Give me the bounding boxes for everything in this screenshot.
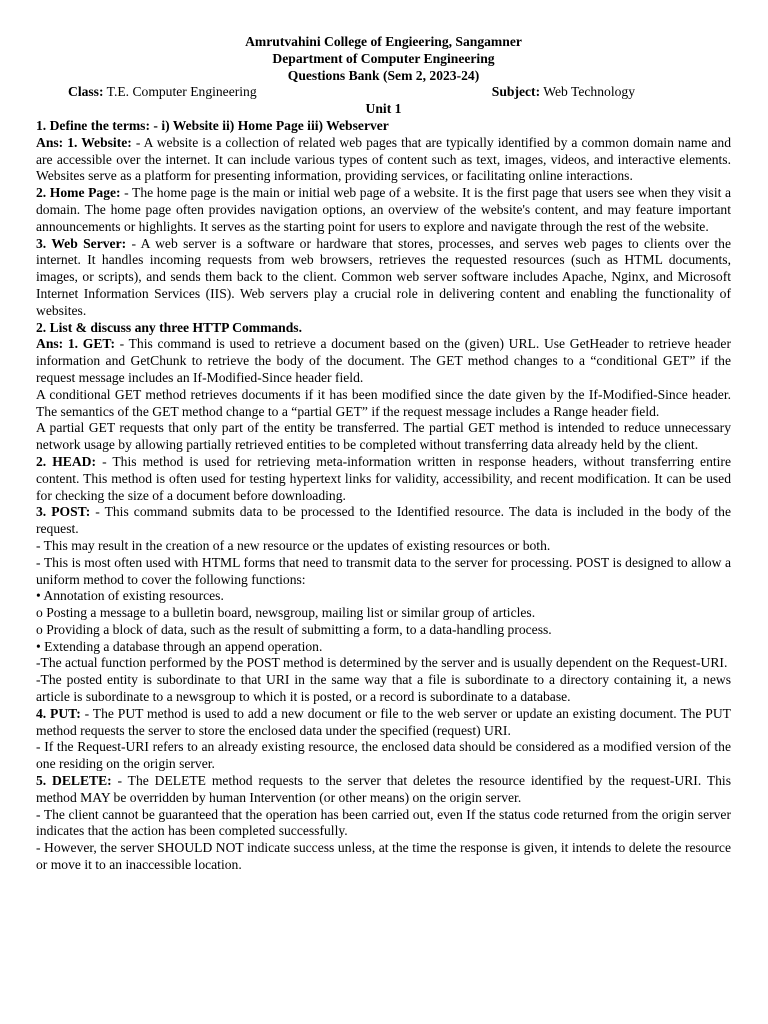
- post-sub-item-1: o Posting a message to a bulletin board, newsgroup, mailing list or similar group of articles.: [36, 605, 536, 621]
- answer-delete: [36, 773, 731, 807]
- answer-get: [36, 336, 731, 386]
- answer-web-server: [36, 236, 731, 320]
- subject-info: [492, 84, 635, 101]
- home-page-label: 2. Home Page:: [36, 185, 121, 201]
- website-label: Ans: 1. Website:: [36, 134, 132, 150]
- post-text: - This command submits data to be processed to the Identified resource. The data is included in the body of the request.: [36, 504, 731, 537]
- answer-post: [36, 504, 731, 538]
- answer-home-page: [36, 185, 731, 235]
- post-bullet-2: • Extending a database through an append operation.: [36, 638, 323, 654]
- get-label: Ans: 1. GET:: [36, 336, 115, 352]
- class-info: [68, 84, 257, 101]
- home-page-text: - The home page is the main or initial web page of a website. It is the first page that users see when they visit a domain. The home page often provides navigation options, an overview of the website's content, and may feature important announcements or highlights. It serves as the starting point for users to explore and navigate through the rest of the website.: [36, 185, 731, 234]
- website-text: - A website is a collection of related web pages that are typically identified by a common domain name and are accessible over the internet. It can include various types of content such as text, images, videos, and interactive elements. Websites serve as a platform for presenting information, providing services, or facilitating online interactions.: [36, 134, 731, 184]
- web-server-text: - A web server is a software or hardware that stores, processes, and serves web pages to clients over the internet. It handles incoming requests from web browsers, retrieves the requested resources (such as HTML documents, images, or scripts), and sends them back to the client. Common web server software includes Apache, Nginx, and Microsoft Internet Information Services (IIS). Web servers play a crucial role in delivering content and enabling the functionality of websites.: [36, 235, 731, 318]
- class-label: Class:: [68, 84, 104, 100]
- put-paragraph-2: - If the Request-URI refers to an already existing resource, the enclosed data should be considered as a modified version of the one residing on the origin server.: [36, 739, 731, 772]
- class-value: T.E. Computer Engineering: [106, 84, 257, 100]
- question-2: 2. List & discuss any three HTTP Commands.: [36, 319, 302, 335]
- department-name: Department of Computer Engineering: [272, 50, 495, 66]
- put-text: - The PUT method is used to add a new document or file to the web server or update an existing document. The PUT method requests the server to store the enclosed data under the specified (request) URI.: [36, 705, 731, 738]
- answer-head: [36, 454, 731, 504]
- unit-title: Unit 1: [365, 101, 402, 117]
- head-text: - This method is used for retrieving meta-information written in response headers, without transferring entire content. This method is often used for testing hypertext links for validity, accessibility, and recent modification. It can be used for checking the size of a document before downloading.: [36, 453, 731, 503]
- answer-website: [36, 135, 731, 185]
- college-name: Amrutvahini College of Engieering, Sangamner: [245, 34, 522, 49]
- post-label: 3. POST:: [36, 504, 91, 520]
- get-paragraph-2: A conditional GET method retrieves documents if it has been modified since the date given by the If-Modified-Since header. The semantics of the GET method change to a “partial GET” if the request message includes a Range header field.: [36, 386, 731, 419]
- web-server-label: 3. Web Server:: [36, 235, 127, 251]
- post-paragraph-4: -The actual function performed by the POST method is determined by the server and is usually dependent on the Request-URI.: [36, 655, 728, 671]
- post-sub-item-2: o Providing a block of data, such as the result of submitting a form, to a data-handling process.: [36, 621, 552, 637]
- put-label: 4. PUT:: [36, 705, 81, 721]
- get-paragraph-3: A partial GET requests that only part of the entity be transferred. The partial GET method is intended to reduce unnecessary network usage by allowing partially retrieved entities to be completed without transferring data already held by the client.: [36, 420, 731, 453]
- delete-paragraph-3: - However, the server SHOULD NOT indicate success unless, at the time the response is given, it intends to delete the resource or move it to an inaccessible location.: [36, 840, 731, 873]
- subject-label: Subject:: [491, 84, 541, 100]
- delete-paragraph-2: - The client cannot be guaranteed that the operation has been carried out, even If the status code returned from the origin server indicates that the action has been completed successfully.: [36, 806, 731, 839]
- get-text: - This command is used to retrieve a document based on the (given) URL. Use GetHeader to retrieve header information and GetChunk to retrieve the body of the document. The GET method changes to a “conditional GET” if the request message includes an If-Modified-Since header field.: [36, 336, 731, 385]
- class-subject-line: [36, 84, 731, 101]
- head-label: 2. HEAD:: [36, 453, 97, 469]
- post-paragraph-3: - This is most often used with HTML forms that need to transmit data to the server for processing. POST is designed to allow a uniform method to cover the following functions:: [36, 554, 731, 587]
- delete-label: 5. DELETE:: [36, 773, 112, 789]
- answer-put: [36, 706, 731, 740]
- post-paragraph-5: -The posted entity is subordinate to that URI in the same way that a file is subordinate to a directory containing it, a news article is subordinate to a newsgroup to which it is posted, or a record is subordinate to a database.: [36, 672, 731, 705]
- post-bullet-1: • Annotation of existing resources.: [36, 588, 224, 604]
- delete-text: - The DELETE method requests to the server that deletes the resource identified by the request-URI. This method MAY be overridden by human Intervention (or other means) on the origin server.: [36, 773, 731, 805]
- question-1: 1. Define the terms: - i) Website ii) Home Page iii) Webserver: [36, 117, 389, 133]
- subject-value: Web Technology: [543, 84, 635, 100]
- question-bank-title: Questions Bank (Sem 2, 2023-24): [287, 67, 480, 83]
- post-paragraph-2: - This may result in the creation of a new resource or the updates of existing resources or both.: [36, 537, 551, 553]
